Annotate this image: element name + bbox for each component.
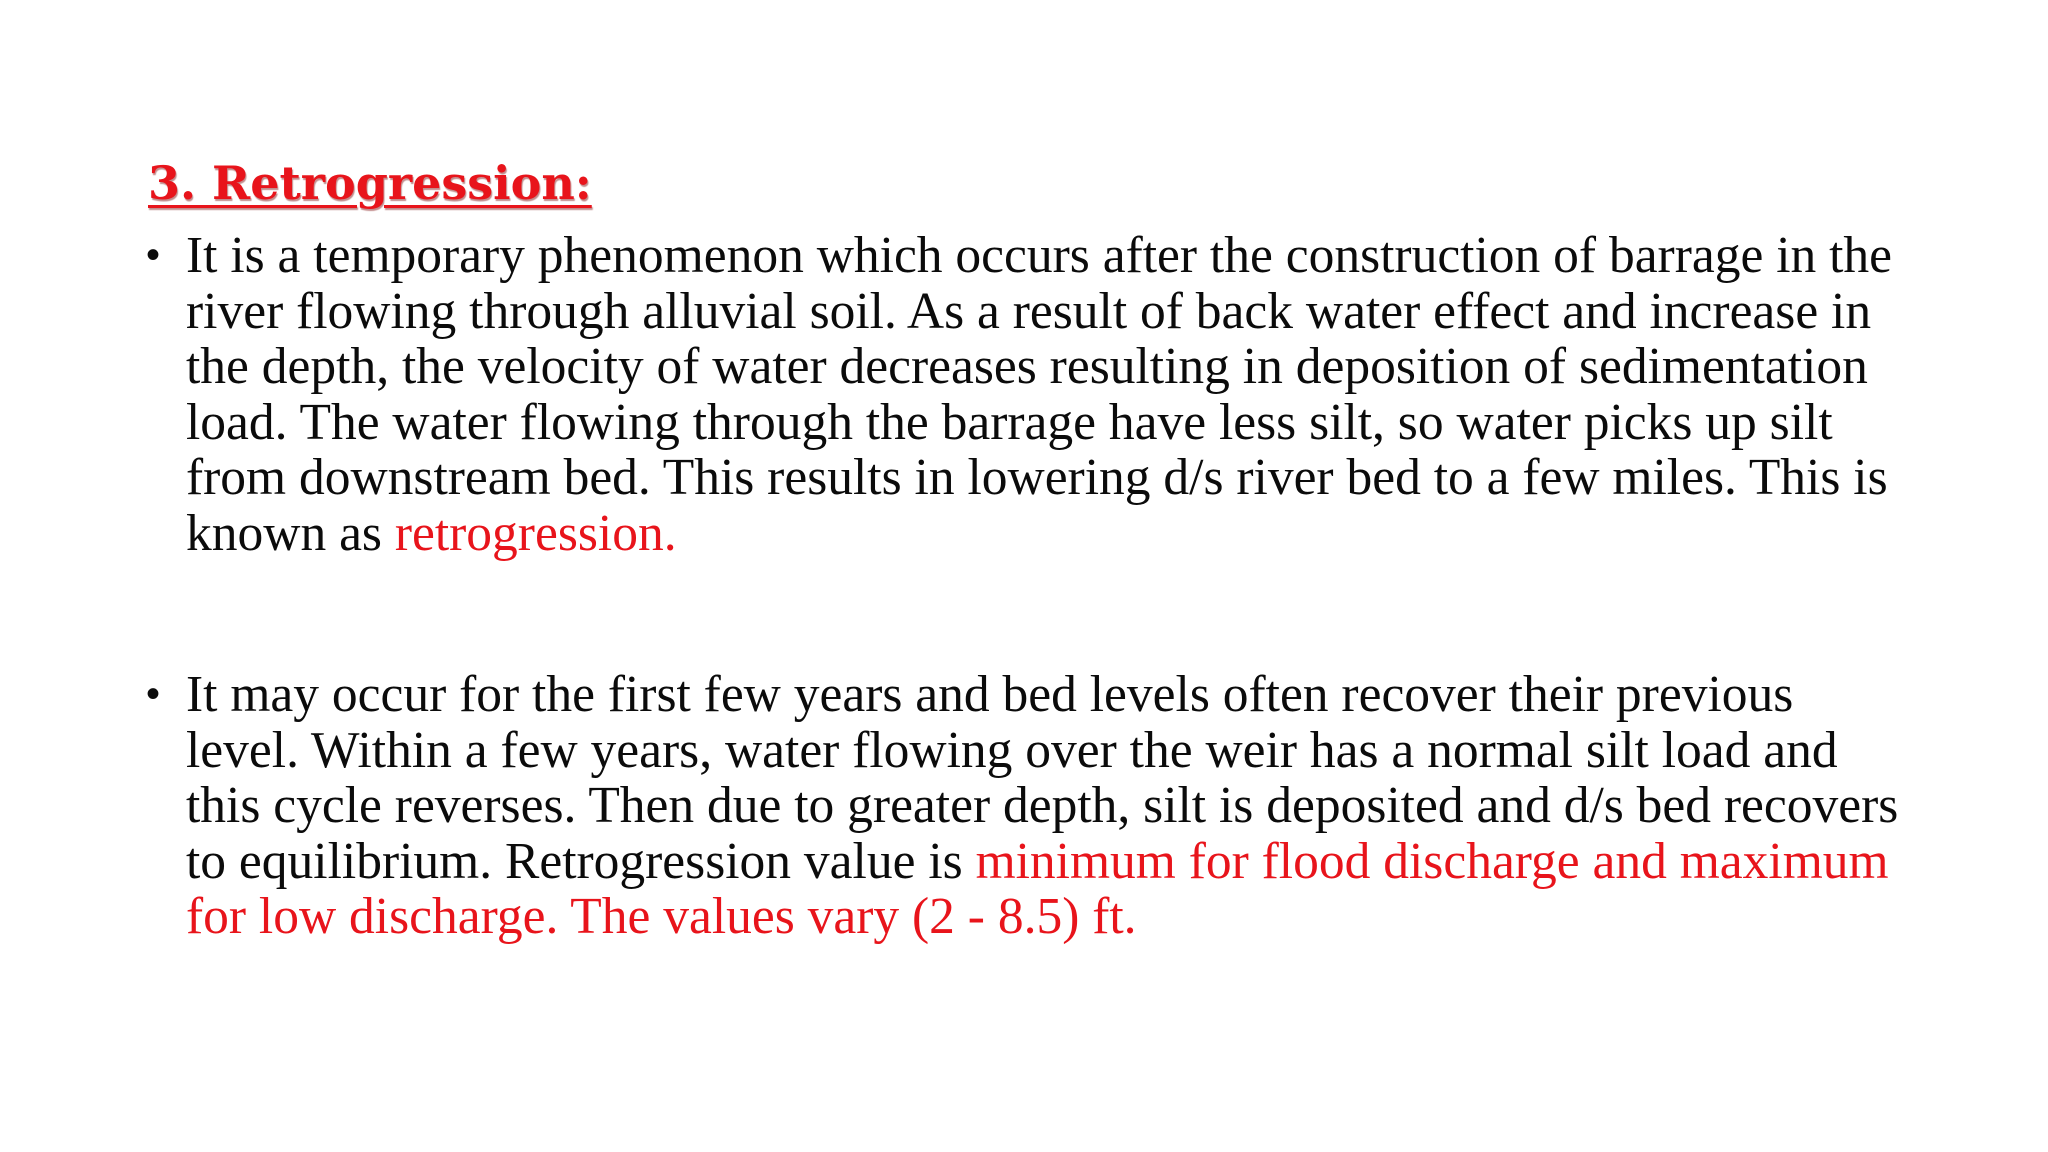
bullet-list <box>146 228 1906 945</box>
bullet-dot-icon: • <box>146 672 161 716</box>
bullet-paragraph <box>186 228 1906 561</box>
bullet-text: It may occur for the first few years and bed levels often recover their previous level. Within a few years, water flowing over the weir has a normal silt load and this cycle reverses. Then due to greater depth, silt is deposited and d/s bed recovers to equilibrium. Retrogression value is <box>186 666 1899 890</box>
slide-heading: 3. Retrogression: <box>148 156 592 210</box>
bullet-text: It is a temporary phenomenon which occurs after the construction of barrage in the river flowing through alluvial soil. As a result of back water effect and increase in the depth, the velocity of water decreases resulting in deposition of sedimentation load. The water flowing through the barrage have less silt, so water picks up silt from downstream bed. This results in lowering d/s river bed to a few miles. This is known as <box>186 227 1893 562</box>
bullet-paragraph <box>186 667 1906 945</box>
highlighted-text: minimum for flood discharge and maximum for low discharge. The values vary (2 - 8.5) ft. <box>186 832 1889 945</box>
bullet-dot-icon: • <box>146 233 161 277</box>
bullet-item-retrogression-definition <box>146 228 1906 561</box>
bullet-item-retrogression-recovery <box>146 667 1906 945</box>
highlighted-text: retrogression. <box>394 504 677 562</box>
